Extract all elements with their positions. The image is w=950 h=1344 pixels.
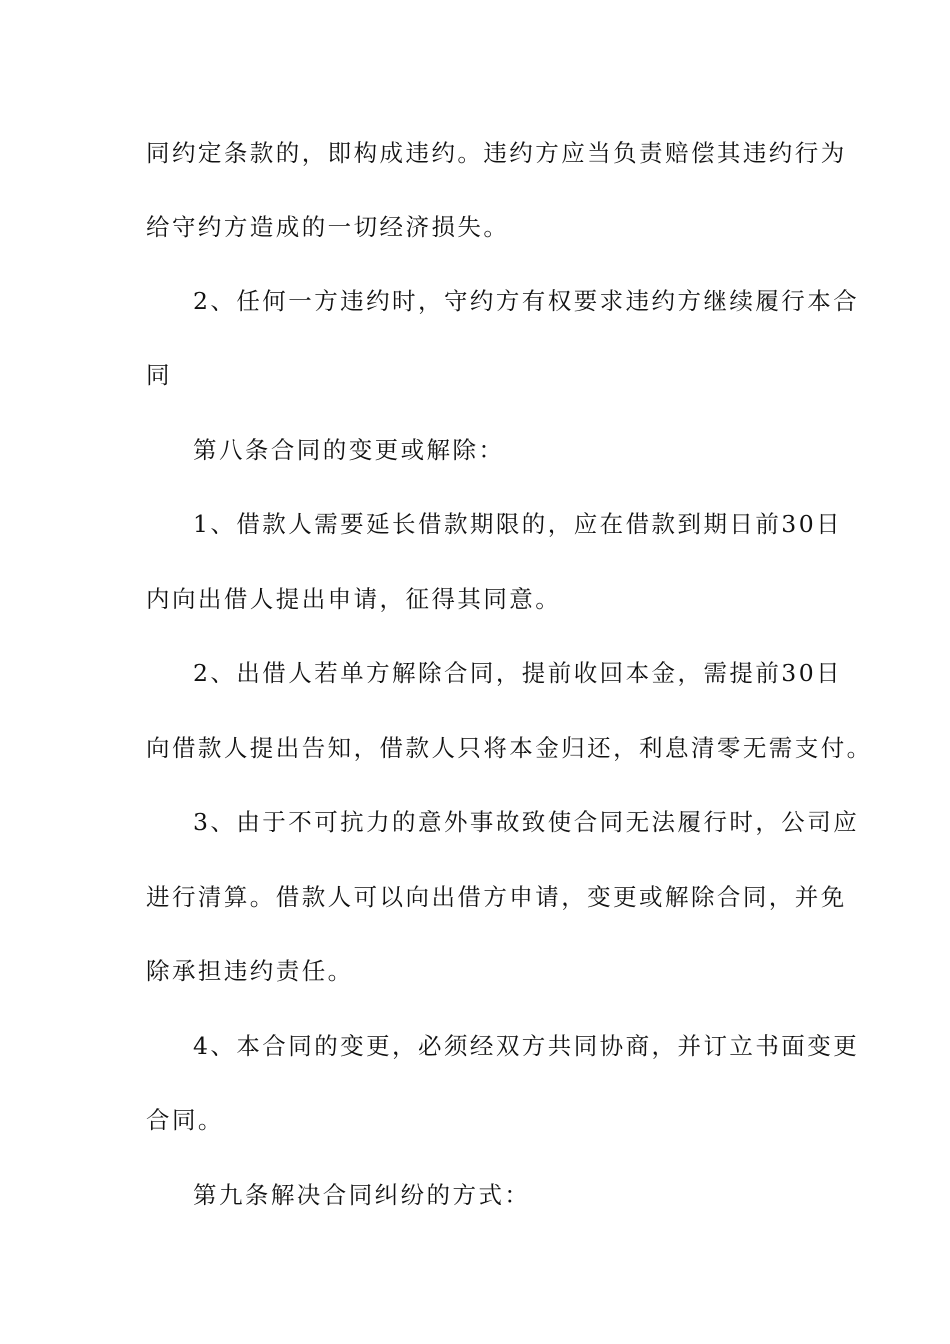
clause-paragraph-start: 1、借款人需要延长借款期限的，应在借款到期日前30日 — [193, 510, 843, 538]
clause-paragraph-start: 3、由于不可抗力的意外事故致使合同无法履行时，公司应 — [193, 808, 860, 836]
clause-paragraph-start: 2、出借人若单方解除合同，提前收回本金，需提前30日 — [193, 659, 843, 687]
body-text-line: 合同。 — [146, 1106, 224, 1134]
body-text-line: 同 — [146, 361, 172, 389]
body-text-line: 向借款人提出告知，借款人只将本金归还，利息清零无需支付。 — [146, 734, 873, 762]
clause-paragraph-start: 2、任何一方违约时，守约方有权要求违约方继续履行本合 — [193, 287, 860, 315]
body-text-line: 进行清算。借款人可以向出借方申请，变更或解除合同，并免 — [146, 883, 847, 911]
body-text-line: 除承担违约责任。 — [146, 957, 354, 985]
body-text-line: 内向出借人提出申请，征得其同意。 — [146, 585, 562, 613]
clause-paragraph-start: 4、本合同的变更，必须经双方共同协商，并订立书面变更 — [193, 1032, 860, 1060]
body-text-line: 同约定条款的，即构成违约。违约方应当负责赔偿其违约行为 — [146, 139, 847, 167]
section-heading-article-8: 第八条合同的变更或解除： — [193, 436, 505, 464]
section-heading-article-9: 第九条解决合同纠纷的方式： — [193, 1181, 531, 1209]
body-text-line: 给守约方造成的一切经济损失。 — [146, 213, 510, 241]
